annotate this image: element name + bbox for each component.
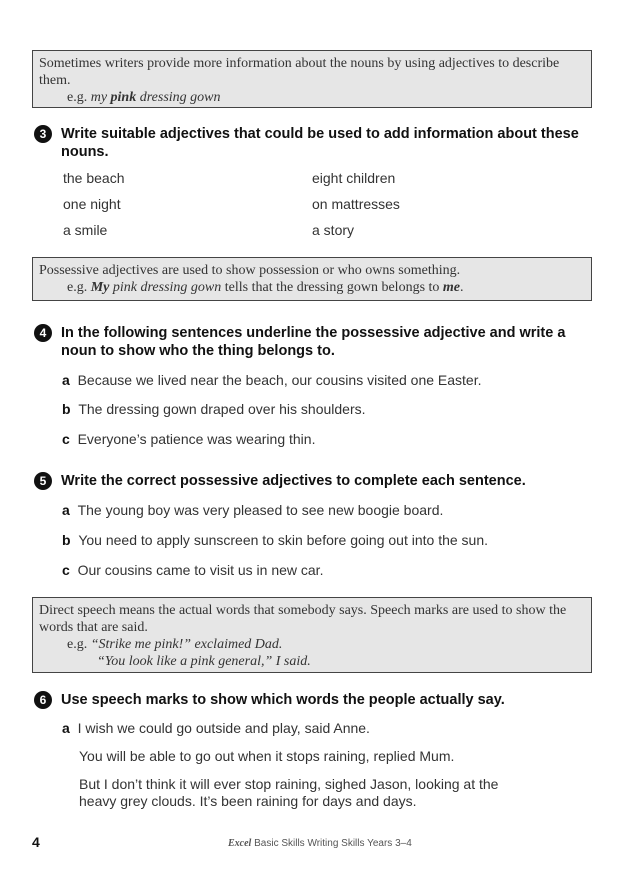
speech-line: But I don’t think it will ever stop raining, sighed Jason, looking at the — [79, 776, 499, 792]
footer-brand: Excel — [228, 838, 252, 849]
eg-label: e.g. — [67, 280, 88, 295]
item-text: Our cousins came to visit us in new car. — [77, 562, 324, 578]
question-text: Use speech marks to show which words the people actually say. — [61, 692, 505, 708]
question-text: Write suitable adjectives that could be used to add information about these nouns. — [61, 126, 579, 160]
info-example-2 — [39, 653, 585, 670]
info-text: Possessive adjectives are used to show possession or who owns something. — [39, 263, 461, 278]
info-box-adjectives — [32, 50, 592, 108]
item-text: The young boy was very pleased to see new boogie board. — [77, 502, 444, 518]
question-4 — [34, 324, 604, 364]
item-label: a — [62, 502, 70, 518]
info-example — [39, 279, 585, 296]
example-line-2: “You look like a pink general,” I said. — [97, 654, 311, 669]
question-number-badge: 5 — [34, 472, 52, 490]
speech-line: You will be able to go out when it stops raining, replied Mum. — [79, 748, 455, 764]
question-3 — [34, 125, 604, 165]
example-text-post: dressing gown — [139, 90, 221, 105]
item-label: c — [62, 562, 70, 578]
eg-label: e.g. — [67, 90, 88, 105]
question-5 — [34, 472, 604, 492]
info-text: Sometimes writers provide more information about the nouns by using adjectives to describe them. — [39, 56, 560, 88]
speech-item — [62, 720, 370, 737]
footer-title — [228, 838, 412, 849]
sentence-item — [62, 431, 315, 448]
footer-title-text: Basic Skills Writing Skills Years 3–4 — [254, 838, 412, 849]
noun-item: a story — [312, 222, 355, 238]
eg-label: e.g. — [67, 637, 88, 652]
item-label: b — [62, 532, 71, 548]
question-number-badge: 4 — [34, 324, 52, 342]
question-6 — [34, 691, 604, 711]
example-end: . — [460, 280, 464, 295]
item-text: You need to apply sunscreen to skin before going out into the sun. — [78, 532, 489, 548]
info-box-direct-speech — [32, 597, 592, 673]
noun-item: on mattresses — [312, 196, 400, 212]
item-label: a — [62, 372, 70, 388]
question-number-badge: 6 — [34, 691, 52, 709]
example-text-bold: pink — [110, 90, 137, 105]
sentence-item — [62, 502, 443, 519]
info-example — [39, 636, 585, 653]
page-number: 4 — [32, 834, 40, 850]
question-text: In the following sentences underline the possessive adjective and write a noun to show who the thing belongs to. — [61, 325, 566, 359]
noun-item: a smile — [63, 222, 108, 238]
question-number-badge: 3 — [34, 125, 52, 143]
sentence-item — [62, 562, 323, 579]
sentence-item — [62, 532, 488, 549]
item-text: The dressing gown draped over his shoulders. — [78, 401, 366, 417]
example-italic: pink dressing gown — [112, 280, 222, 295]
sentence-item — [62, 401, 366, 418]
example-line-1: “Strike me pink!” exclaimed Dad. — [90, 637, 283, 652]
item-label: a — [62, 720, 70, 736]
sentence-item — [62, 372, 482, 389]
noun-item: eight children — [312, 170, 396, 186]
item-text: Because we lived near the beach, our cousins visited one Easter. — [77, 372, 482, 388]
example-bold-my: My — [90, 280, 110, 295]
example-mid: tells that the dressing gown belongs to — [224, 280, 440, 295]
noun-item: the beach — [63, 170, 125, 186]
info-example — [39, 89, 585, 106]
noun-item: one night — [63, 196, 121, 212]
info-text: Direct speech means the actual words that somebody says. Speech marks are used to show the words that are said. — [39, 603, 567, 635]
item-text: Everyone’s patience was wearing thin. — [77, 431, 316, 447]
question-text: Write the correct possessive adjectives to complete each sentence. — [61, 473, 526, 489]
speech-line: heavy grey clouds. It’s been raining for days and days. — [79, 793, 417, 809]
item-label: c — [62, 431, 70, 447]
item-label: b — [62, 401, 71, 417]
example-bold-me: me — [442, 280, 461, 295]
example-text-pre: my — [90, 90, 108, 105]
info-box-possessive — [32, 257, 592, 301]
item-text: I wish we could go outside and play, said Anne. — [77, 720, 370, 736]
